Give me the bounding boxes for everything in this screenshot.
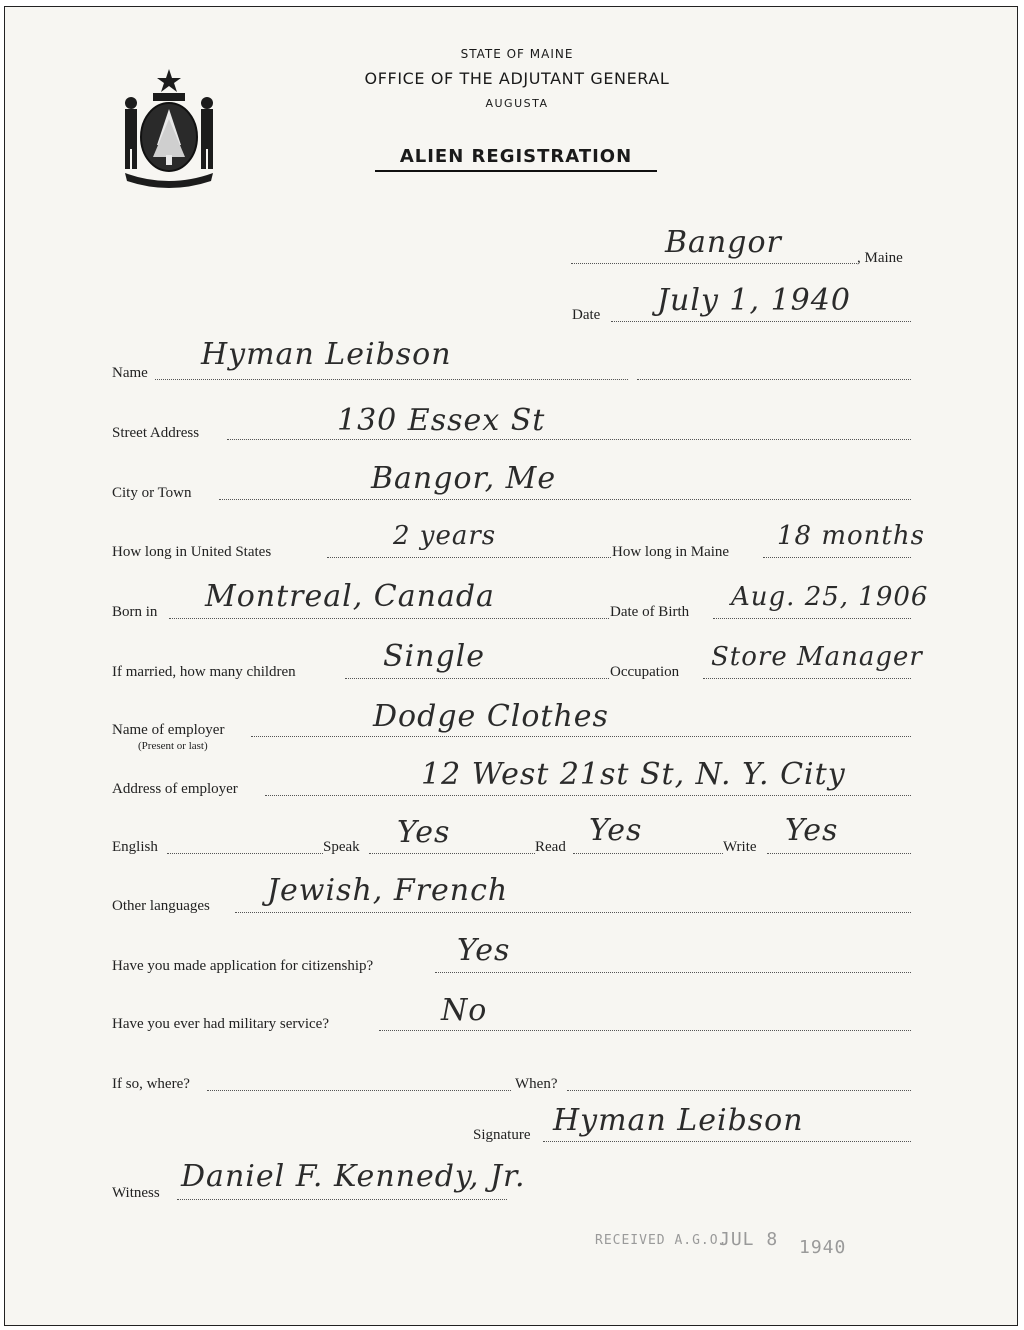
write-line bbox=[767, 853, 911, 854]
where-label: If so, where? bbox=[112, 1076, 190, 1092]
employer-line bbox=[251, 736, 911, 737]
english-label: English bbox=[112, 839, 158, 855]
signature-line bbox=[543, 1141, 911, 1142]
read-line bbox=[573, 853, 723, 854]
date-label: Date bbox=[572, 307, 601, 323]
us-duration-value[interactable]: 2 years bbox=[393, 521, 497, 551]
header-office: OFFICE OF THE ADJUTANT GENERAL bbox=[364, 69, 670, 88]
speak-label: Speak bbox=[323, 839, 360, 855]
speak-line bbox=[369, 853, 535, 854]
born-value[interactable]: Montreal, Canada bbox=[205, 579, 495, 614]
street-label: Street Address bbox=[112, 425, 200, 441]
witness-line bbox=[177, 1199, 507, 1200]
dob-value[interactable]: Aug. 25, 1906 bbox=[731, 582, 929, 612]
children-line bbox=[345, 678, 609, 679]
city-label: City or Town bbox=[112, 485, 192, 501]
name-label: Name bbox=[112, 365, 148, 381]
location-suffix: , Maine bbox=[857, 250, 903, 266]
speak-value[interactable]: Yes bbox=[397, 815, 451, 850]
military-line bbox=[379, 1030, 911, 1031]
location-line bbox=[571, 263, 857, 264]
witness-value[interactable]: Daniel F. Kennedy, Jr. bbox=[181, 1159, 526, 1194]
maine-duration-label: How long in Maine bbox=[612, 544, 730, 560]
received-stamp-date: JUL 8 bbox=[719, 1229, 779, 1250]
name-value[interactable]: Hyman Leibson bbox=[201, 337, 452, 372]
write-value[interactable]: Yes bbox=[785, 813, 839, 848]
header-state: STATE OF MAINE bbox=[460, 47, 574, 61]
name-line-right bbox=[637, 379, 911, 380]
employer-address-line bbox=[265, 795, 911, 796]
when-label: When? bbox=[515, 1076, 558, 1092]
read-value[interactable]: Yes bbox=[589, 813, 643, 848]
dob-label: Date of Birth bbox=[610, 604, 690, 620]
employer-sublabel: (Present or last) bbox=[138, 740, 208, 752]
name-line-left bbox=[155, 379, 628, 380]
date-line bbox=[611, 321, 911, 322]
signature-value[interactable]: Hyman Leibson bbox=[553, 1103, 804, 1138]
signature-label: Signature bbox=[473, 1127, 531, 1143]
registration-form bbox=[4, 6, 1018, 1326]
write-label: Write bbox=[723, 839, 757, 855]
other-languages-value[interactable]: Jewish, French bbox=[267, 873, 509, 908]
city-value[interactable]: Bangor, Me bbox=[371, 461, 557, 496]
born-line bbox=[169, 618, 609, 619]
read-label: Read bbox=[535, 839, 566, 855]
maine-duration-value[interactable]: 18 months bbox=[777, 521, 925, 551]
dob-line bbox=[713, 618, 911, 619]
children-label: If married, how many children bbox=[112, 664, 296, 680]
other-languages-label: Other languages bbox=[112, 898, 210, 914]
children-value[interactable]: Single bbox=[383, 639, 486, 674]
employer-label: Name of employer bbox=[112, 722, 225, 738]
received-stamp-year: 1940 bbox=[799, 1237, 847, 1258]
other-languages-line bbox=[235, 912, 911, 913]
witness-label: Witness bbox=[112, 1185, 160, 1201]
occupation-label: Occupation bbox=[610, 664, 680, 680]
employer-value[interactable]: Dodge Clothes bbox=[373, 699, 609, 734]
military-label: Have you ever had military service? bbox=[112, 1016, 329, 1032]
received-stamp-text: RECEIVED A.G.O. bbox=[595, 1233, 728, 1248]
form-title: ALIEN REGISTRATION bbox=[375, 146, 657, 172]
citizenship-label: Have you made application for citizenship? bbox=[112, 958, 374, 974]
citizenship-line bbox=[435, 972, 911, 973]
english-line bbox=[167, 853, 323, 854]
employer-address-value[interactable]: 12 West 21st St, N. Y. City bbox=[421, 757, 846, 792]
us-duration-line bbox=[327, 557, 611, 558]
born-label: Born in bbox=[112, 604, 158, 620]
employer-address-label: Address of employer bbox=[112, 781, 238, 797]
city-line bbox=[219, 499, 911, 500]
date-value[interactable]: July 1, 1940 bbox=[657, 283, 851, 318]
citizenship-value[interactable]: Yes bbox=[457, 933, 511, 968]
military-value[interactable]: No bbox=[441, 993, 488, 1028]
location-value[interactable]: Bangor bbox=[665, 225, 782, 260]
street-line bbox=[227, 439, 911, 440]
occupation-line bbox=[703, 678, 911, 679]
street-value[interactable]: 130 Essex St bbox=[337, 403, 546, 438]
us-duration-label: How long in United States bbox=[112, 544, 272, 560]
maine-duration-line bbox=[763, 557, 911, 558]
where-line bbox=[207, 1090, 511, 1091]
header-city: AUGUSTA bbox=[485, 97, 549, 110]
when-line bbox=[567, 1090, 911, 1091]
occupation-value[interactable]: Store Manager bbox=[711, 642, 923, 672]
